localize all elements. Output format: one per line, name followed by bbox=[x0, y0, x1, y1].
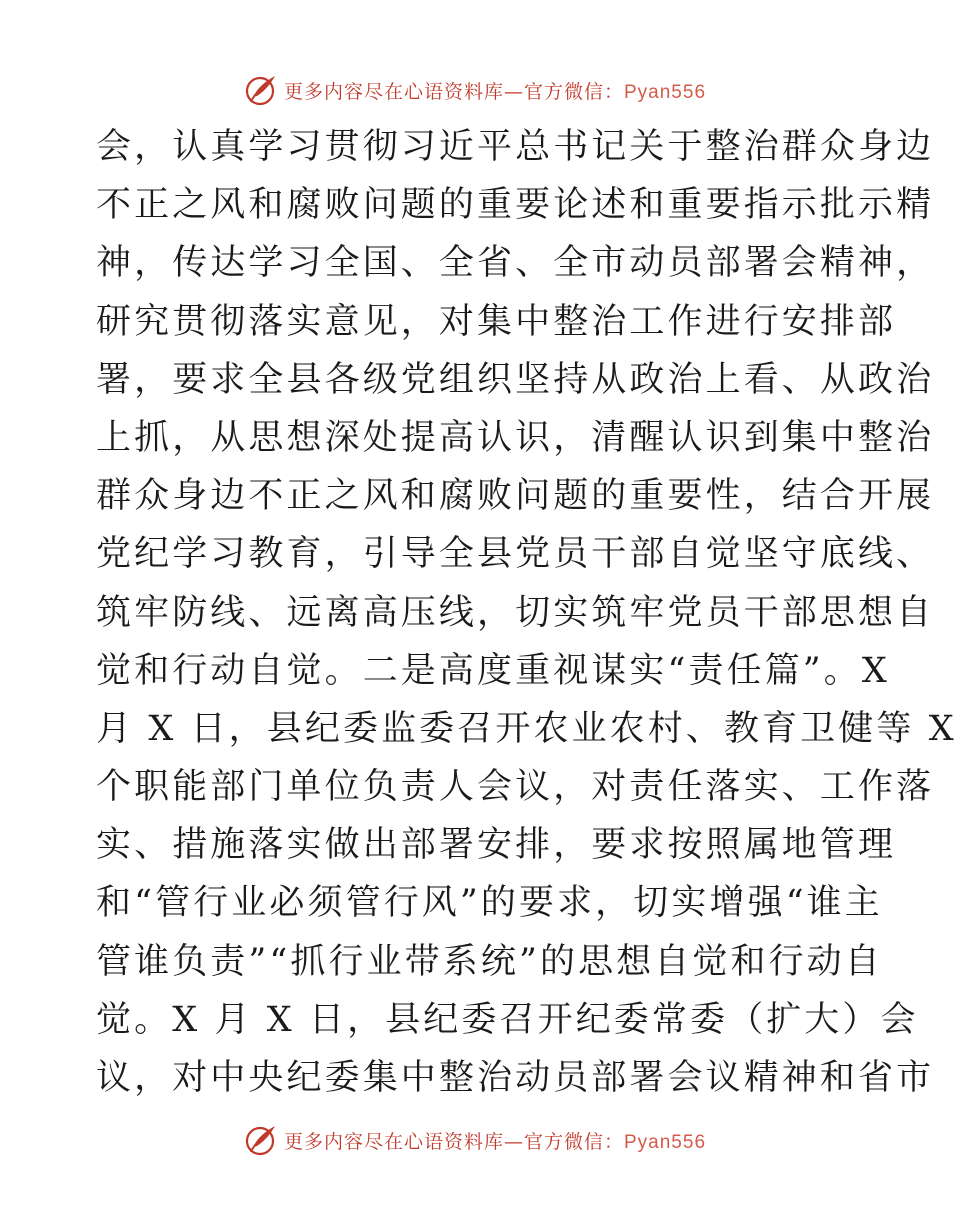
quill-logo-icon bbox=[244, 73, 278, 107]
footer-banner-slogan: 更多内容尽在心语资料库 bbox=[283, 1130, 504, 1153]
body-line: 筑牢防线、远离高压线，切实筑牢党员干部思想自 bbox=[96, 592, 935, 633]
footer-watermark-text bbox=[284, 1127, 706, 1154]
body-line: 觉。X 月 X 日，县纪委召开纪委常委（扩大）会 bbox=[96, 999, 919, 1040]
body-line: 和“管行业必须管行风”的要求，切实增强“谁主 bbox=[96, 883, 883, 924]
body-line: 神，传达学习全国、全省、全市动员部署会精神， bbox=[96, 243, 935, 284]
body-line: 实、措施落实做出部署安排，要求按照属地管理 bbox=[96, 825, 897, 866]
body-line: 会，认真学习贯彻习近平总书记关于整治群众身边 bbox=[96, 127, 935, 167]
body-line: 上抓，从思想深处提高认识，清醒认识到集中整治 bbox=[96, 417, 935, 458]
header-banner-wechat-label: 官方微信： bbox=[523, 80, 624, 103]
body-line: 群众身边不正之风和腐败问题的重要性，结合开展 bbox=[96, 476, 935, 517]
body-line: 不正之风和腐败问题的重要论述和重要指示批示精 bbox=[96, 185, 935, 226]
body-line: 月 X 日，县纪委监委召开农业农村、教育卫健等 X bbox=[96, 708, 957, 749]
header-banner-dash: — bbox=[503, 80, 524, 103]
body-line: 署，要求全县各级党组织坚持从政治上看、从政治 bbox=[96, 359, 935, 400]
header-watermark-banner bbox=[0, 70, 950, 110]
footer-banner-wechat-label: 官方微信： bbox=[523, 1130, 624, 1153]
document-body bbox=[96, 118, 957, 1107]
body-line: 觉和行动自觉。二是高度重视谋实“责任篇”。X bbox=[96, 650, 890, 691]
header-banner-wechat-id: Pyan556 bbox=[624, 81, 707, 103]
body-line: 议，对中央纪委集中整治动员部署会议精神和省市 bbox=[96, 1058, 935, 1098]
footer-banner-wechat-id: Pyan556 bbox=[624, 1131, 707, 1153]
header-watermark-text bbox=[284, 77, 706, 104]
quill-logo-icon bbox=[244, 1123, 278, 1157]
body-line: 管谁负责”“抓行业带系统”的思想自觉和行动自 bbox=[96, 941, 883, 982]
footer-watermark-banner bbox=[0, 1120, 950, 1160]
body-line: 研究贯彻落实意见，对集中整治工作进行安排部 bbox=[96, 301, 897, 342]
header-banner-slogan: 更多内容尽在心语资料库 bbox=[283, 80, 504, 103]
footer-banner-dash: — bbox=[503, 1130, 524, 1153]
body-line: 个职能部门单位负责人会议，对责任落实、工作落 bbox=[96, 767, 935, 808]
body-line: 党纪学习教育，引导全县党员干部自觉坚守底线、 bbox=[96, 534, 935, 575]
